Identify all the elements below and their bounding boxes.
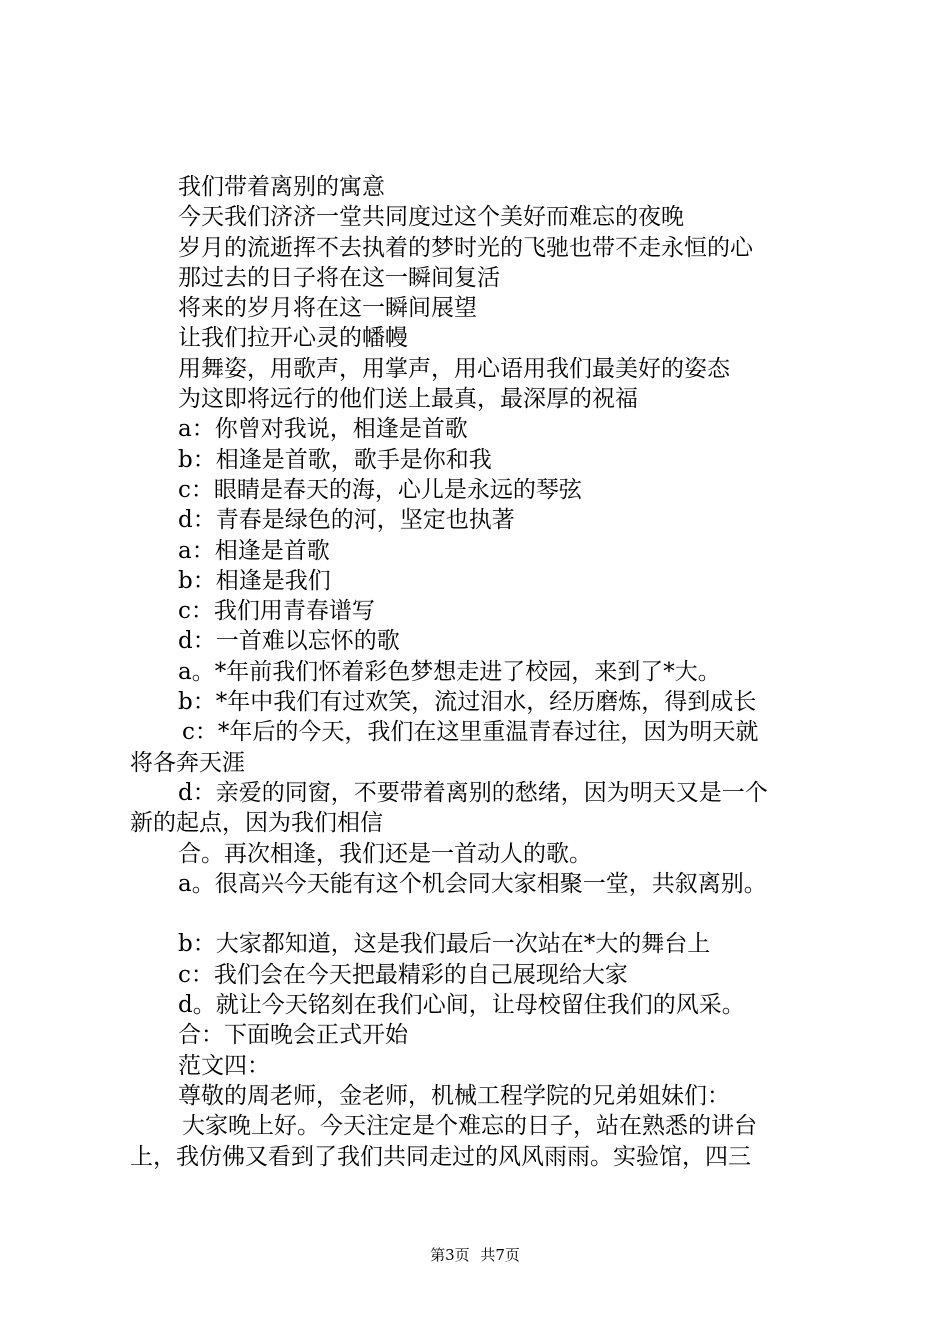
text-line: a。很高兴今天能有这个机会同大家相聚一堂，共叙离别。 <box>178 870 767 897</box>
text-line: 那过去的日子将在这一瞬间复活 <box>178 264 500 291</box>
text-line: 用舞姿，用歌声，用掌声，用心语用我们最美好的姿态 <box>178 355 730 382</box>
text-line: 让我们拉开心灵的幡幔 <box>178 325 408 352</box>
text-line: a。*年前我们怀着彩色梦想走进了校园，来到了*大。 <box>178 658 721 685</box>
text-line: 合：下面晚会正式开始 <box>178 1022 408 1049</box>
text-line: b：大家都知道，这是我们最后一次站在*大的舞台上 <box>178 931 711 958</box>
text-line: c：我们用青春谱写 <box>178 598 375 625</box>
text-line: 今天我们济济一堂共同度过这个美好而难忘的夜晚 <box>178 204 684 231</box>
text-line: d：青春是绿色的河，坚定也执著 <box>178 507 515 534</box>
text-line: b：*年中我们有过欢笑，流过泪水，经历磨炼，得到成长 <box>178 689 757 716</box>
text-line: 为这即将远行的他们送上最真，最深厚的祝福 <box>178 386 638 413</box>
text-line: a：你曾对我说，相逢是首歌 <box>178 416 468 443</box>
page-number: 第3页 <box>430 1246 470 1264</box>
blank-line <box>130 899 830 929</box>
text-line: b：相逢是首歌，歌手是你和我 <box>178 446 492 473</box>
text-line: 合。再次相逢，我们还是一首动人的歌。 <box>178 840 592 867</box>
text-line: 上，我仿佛又看到了我们共同走过的风风雨雨。实验馆，四三 <box>130 1143 751 1170</box>
text-line: c：*年后的今天，我们在这里重温青春过往，因为明天就 <box>182 719 759 746</box>
text-line: 岁月的流逝挥不去执着的梦时光的飞驰也带不走永恒的心 <box>178 234 753 261</box>
page-total: 共7页 <box>480 1246 520 1264</box>
text-line: 将来的岁月将在这一瞬间展望 <box>178 295 477 322</box>
text-line: a：相逢是首歌 <box>178 537 330 564</box>
section-heading: 范文四： <box>178 1052 270 1079</box>
text-line: 将各奔天涯 <box>130 749 245 776</box>
salutation-line: 尊敬的周老师，金老师，机械工程学院的兄弟姐妹们： <box>178 1082 730 1109</box>
document-body <box>130 172 830 1172</box>
text-line: 我们带着离别的寓意 <box>178 174 385 200</box>
text-line: c：眼睛是春天的海，心儿是永远的琴弦 <box>178 476 582 503</box>
text-line: d：亲爱的同窗，不要带着离别的愁绪，因为明天又是一个 <box>178 779 768 806</box>
page-footer <box>0 1245 950 1265</box>
text-line: d：一首难以忘怀的歌 <box>178 628 400 655</box>
text-line: 大家晚上好。今天注定是个难忘的日子，站在熟悉的讲台 <box>182 1113 757 1140</box>
text-line: 新的起点，因为我们相信 <box>130 810 383 837</box>
text-line: c：我们会在今天把最精彩的自己展现给大家 <box>178 961 628 988</box>
text-line: b：相逢是我们 <box>178 567 331 594</box>
text-line: d。就让今天铭刻在我们心间，让母校留住我们的风采。 <box>178 992 745 1019</box>
